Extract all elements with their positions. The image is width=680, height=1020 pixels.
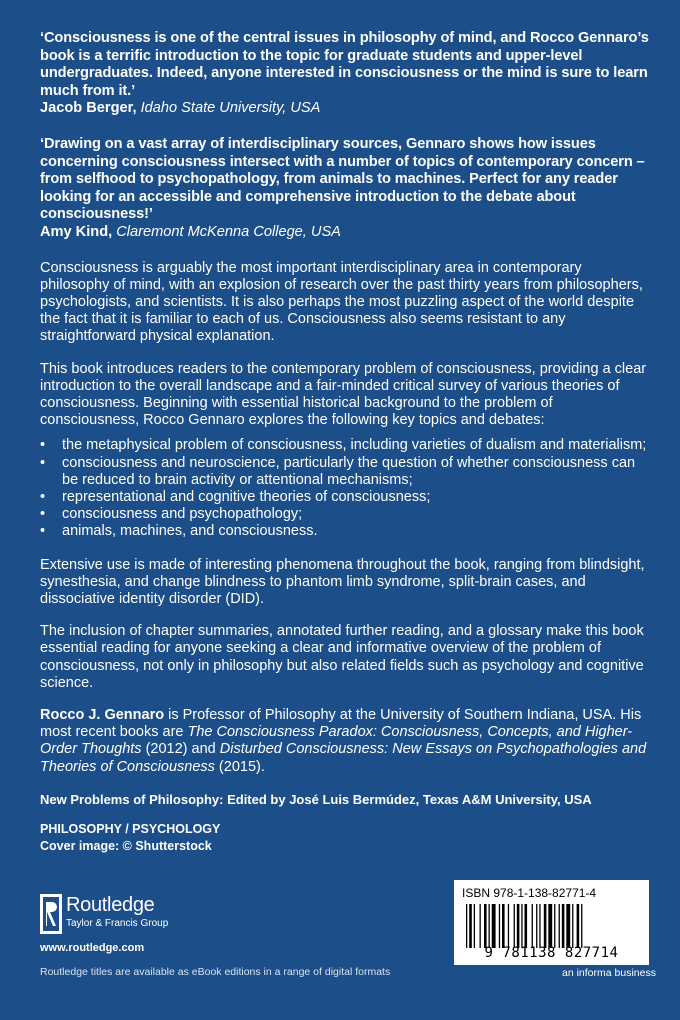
barcode-bar [466, 904, 467, 948]
barcode-bar [536, 904, 537, 948]
bio-text: is Professor of Philosophy at the University of Southern Indiana, USA. His most recent books are [40, 707, 642, 741]
bullet-icon: • [40, 437, 46, 454]
publisher-group: Taylor & Francis Group [66, 918, 169, 929]
list-item [40, 523, 650, 540]
quote-attribution [40, 100, 650, 118]
quote-author: Amy Kind, [40, 223, 113, 240]
quote-author: Jacob Berger, [40, 100, 137, 117]
barcode-bar [514, 904, 515, 948]
ebook-note: Routledge titles are available as eBook editions in a range of digital formats [40, 966, 391, 978]
topic-text: consciousness and neuroscience, particularly the question of whether consciousness can be reduced to brain activity or attentional mechanisms; [62, 454, 636, 488]
bullet-icon: • [40, 523, 46, 540]
routledge-logo-icon [40, 894, 62, 934]
author-name: Rocco J. Gennaro [40, 707, 165, 723]
barcode-bar [484, 904, 487, 948]
barcode-bar [521, 904, 522, 948]
barcode-bar [544, 904, 547, 948]
barcode-bar [572, 904, 573, 948]
bullet-icon: • [40, 454, 46, 471]
description-paragraph: Consciousness is arguably the most important interdisciplinary area in contemporary philosophy of mind, with an explosion of research over the past thirty years from philosophers, psychologists, and scientists. It is also perhaps the most puzzling aspect of the world despite the fact that it is familiar to each of us. Consciousness also seems resistant to any straightforward physical explanation. [40, 259, 643, 345]
barcode-bar [502, 904, 505, 948]
barcode-bar [532, 904, 533, 948]
back-cover-content [40, 30, 650, 855]
description-paragraph: The inclusion of chapter summaries, annotated further reading, and a glossary make this book essential reading for anyone seeking a clear and informative overview of the problem of consciousness, not only in philosophy but also related fields such as psychology and cognitive science. [40, 623, 644, 691]
barcode-bar [577, 904, 580, 948]
barcode-bar [581, 904, 582, 948]
quote-text: ‘Consciousness is one of the central issues in philosophy of mind, and Rocco Gennaro’s book is a terrific introduction to the topic for graduate students and upper-level undergraduates. Indeed, anyone interested in consciousness or the mind is sure to learn much from it.’ [40, 30, 649, 99]
barcode-bar [539, 904, 540, 948]
publisher-logo [40, 894, 168, 954]
barcode-bar [517, 904, 520, 948]
topics-list [40, 437, 650, 540]
book-title: Disturbed Consciousness: New Essays on Psychopathologies and Theories of Consciousness [40, 741, 647, 775]
subject-category: PHILOSOPHY / PSYCHOLOGY [40, 821, 221, 836]
series-line: New Problems of Philosophy: Edited by José Luis Bermúdez, Texas A&M University, USA [40, 791, 592, 807]
book-title: The Consciousness Paradox: Consciousness, Concepts, and Higher-Order Thoughts [40, 724, 633, 758]
topic-text: animals, machines, and consciousness. [62, 523, 318, 540]
list-item [40, 489, 650, 506]
publisher-name: Routledge [66, 894, 155, 916]
quote-attribution [40, 224, 650, 242]
description-paragraph: This book introduces readers to the contemporary problem of consciousness, providing a clear introduction to the overall landscape and a fair-minded critical survey of various theories of consciousness. Beginning with essential historical background to the problem of consciousness, Rocco Gennaro explores the following key topics and debates: [40, 360, 647, 429]
barcode-bar [474, 904, 475, 948]
barcode-bar [566, 904, 570, 948]
quote-affiliation: Claremont McKenna College, USA [116, 223, 341, 240]
topic-text: the metaphysical problem of consciousness, including varieties of dualism and materialism; [62, 437, 647, 454]
barcode [454, 880, 649, 965]
barcode-bars [464, 904, 640, 948]
bullet-icon: • [40, 506, 46, 523]
barcode-bar [508, 904, 509, 948]
barcode-bar [559, 904, 560, 948]
cover-image-credit: Cover image: © Shutterstock [40, 838, 212, 853]
isbn-text: ISBN 978-1-138-82771-4 [462, 886, 597, 900]
description-paragraph: Extensive use is made of interesting phenomena throughout the book, ranging from blindsight, synesthesia, and change blindness to phantom limb syndrome, split-brain cases, and dissociative identity disorder (DID). [40, 556, 645, 607]
topic-text: consciousness and psychopathology; [62, 506, 303, 523]
barcode-bar [499, 904, 500, 948]
barcode-bar [469, 904, 472, 948]
topic-text: representational and cognitive theories of consciousness; [62, 488, 431, 505]
author-bio [40, 707, 650, 776]
bullet-icon: • [40, 488, 46, 505]
barcode-bar [562, 904, 565, 948]
quote-affiliation: Idaho State University, USA [140, 100, 321, 117]
bio-text: (2012) and [141, 741, 220, 758]
informa-tagline: an informa business [562, 967, 656, 979]
quote-block [40, 136, 650, 242]
barcode-bar [548, 904, 552, 948]
quote-text: ‘Drawing on a vast array of interdisciplinary sources, Gennaro shows how issues concerning consciousness intersect with a number of topics of contemporary concern – from selfhood to psychopathology, from animals to machines. Perfect for any reader looking for an accessible and comprehensive introduction to the debate about consciousness!’ [40, 135, 645, 223]
list-item [40, 455, 650, 489]
barcode-bar [492, 904, 496, 948]
barcode-bar [554, 904, 555, 948]
barcode-bar [480, 904, 481, 948]
quote-block [40, 30, 650, 118]
barcode-bar [489, 904, 490, 948]
barcode-bar [525, 904, 528, 948]
list-item [40, 437, 650, 454]
bio-text: (2015). [214, 758, 265, 775]
barcode-digits: 9 781138 827714 [484, 945, 619, 961]
list-item [40, 506, 650, 523]
publisher-website[interactable]: www.routledge.com [40, 942, 145, 954]
